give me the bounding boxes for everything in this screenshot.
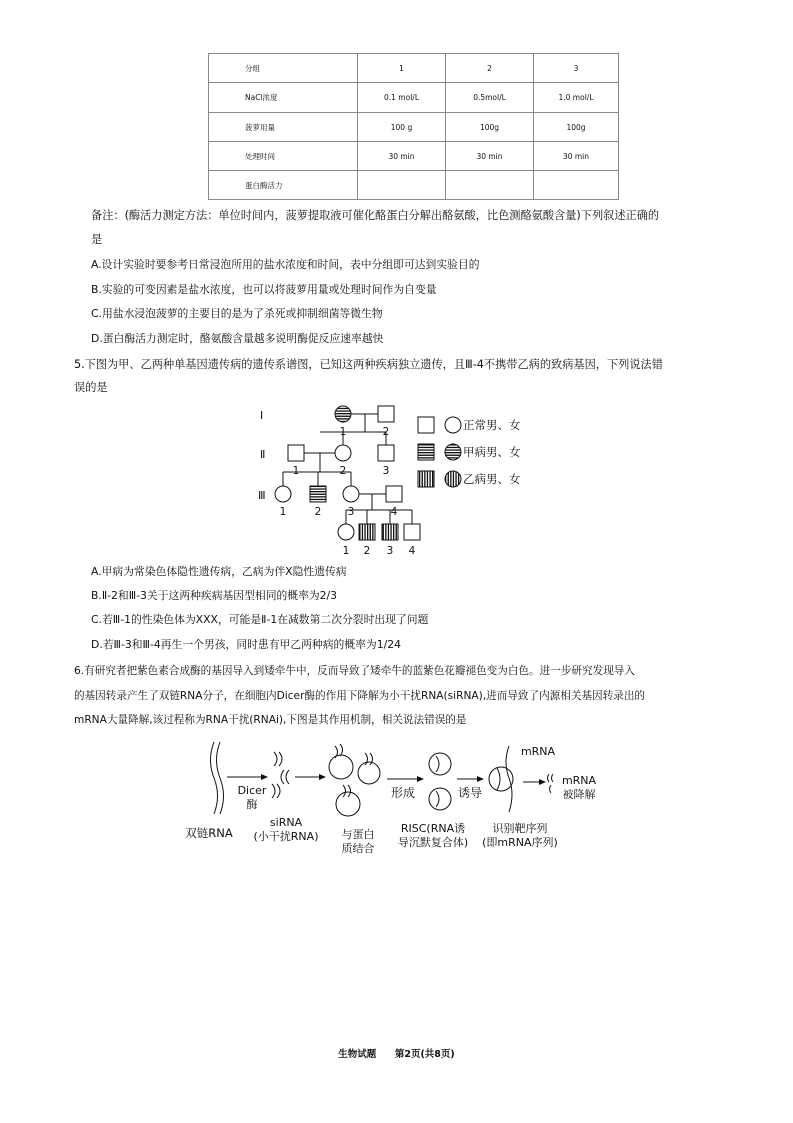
q6-stem-line1: 6.有研究者把紫色素合成酶的基因导入到矮牵牛中，反而导致了矮牵牛的蓝紫色花瓣褪色变为白色。进一步研究发现导入 xyxy=(74,665,635,677)
dicer-label: Dicer xyxy=(237,784,267,797)
pedigree-number: 3 xyxy=(347,506,355,518)
pedigree-number: 4 xyxy=(408,545,416,557)
pedigree-IV-1-normal xyxy=(338,524,354,540)
risc-complex-icon xyxy=(429,753,451,775)
legend-disease-a-label: 甲病男、女 xyxy=(463,445,521,459)
table-cell: 30 min xyxy=(446,142,534,171)
pedigree-IV-3-affected-b xyxy=(382,524,398,540)
sirna-fragment-icon xyxy=(272,784,280,798)
pedigree-chart xyxy=(250,400,550,565)
protein-circle-icon xyxy=(358,762,380,784)
pedigree-number: 1 xyxy=(339,426,347,438)
q4-note-line2: 是 xyxy=(91,233,103,246)
table-row-label: NaCl浓度 xyxy=(209,83,358,113)
pedigree-III-3-normal xyxy=(343,486,359,502)
pedigree-II-1-normal xyxy=(288,445,304,461)
table-cell xyxy=(446,171,534,200)
footer-page-number: 第2页(共8页) xyxy=(394,1049,455,1060)
q5-option-a: A.甲病为常染色体隐性遗传病，乙病为伴X隐性遗传病 xyxy=(91,565,347,578)
table-cell xyxy=(358,171,446,200)
protein-circle-icon xyxy=(329,755,353,779)
sirna-fragment-icon xyxy=(274,752,282,766)
table-header-cell: 2 xyxy=(446,54,534,83)
table-cell: 30 min xyxy=(534,142,619,171)
pedigree-II-2-normal xyxy=(335,445,351,461)
legend-disease-a-female-symbol xyxy=(445,444,461,460)
q5-option-b: B.Ⅱ-2和Ⅲ-3关于这两种疾病基因型相同的概率为2/3 xyxy=(91,589,338,602)
q4-option-c: C.用盐水浸泡菠萝的主要目的是为了杀死或抑制细菌等微生物 xyxy=(91,307,383,320)
table-row xyxy=(209,171,619,200)
pedigree-number: 2 xyxy=(314,506,322,518)
dsrna-strand-icon xyxy=(211,742,218,814)
protein-circle-icon xyxy=(336,792,360,816)
sirna-label-2: (小干扰RNA) xyxy=(253,830,319,843)
protein-bind-label-2: 质结合 xyxy=(341,842,375,855)
risc-label-1: RISC(RNA诱 xyxy=(400,822,466,835)
legend-disease-a-male-symbol xyxy=(418,444,434,460)
table-cell: 30 min xyxy=(358,142,446,171)
pedigree-II-3-normal xyxy=(378,445,394,461)
risc-complex-icon xyxy=(429,788,451,810)
form-label: 形成 xyxy=(390,786,416,800)
sirna-fragment-icon xyxy=(281,770,289,784)
table-header-cell: 3 xyxy=(534,54,619,83)
table-row xyxy=(209,83,619,113)
table-header-cell: 1 xyxy=(358,54,446,83)
pedigree-number: 3 xyxy=(382,465,390,477)
generation-label-2: Ⅱ xyxy=(260,448,266,461)
table-row-label: 菠萝用量 xyxy=(209,113,358,142)
q5-option-c: C.若Ⅲ-1的性染色体为XXX，可能是Ⅱ-1在减数第二次分裂时出现了问题 xyxy=(91,613,429,626)
rnai-mechanism-diagram xyxy=(175,740,600,860)
table-cell: 0.1 mol/L xyxy=(358,83,446,113)
pedigree-I-1-affected-a xyxy=(335,406,351,422)
risc-label-2: 导沉默复合体) xyxy=(397,836,469,849)
pedigree-number: 1 xyxy=(342,545,350,557)
induce-label: 诱导 xyxy=(457,786,483,800)
degraded-mrna-icon xyxy=(548,774,554,793)
table-header-row xyxy=(209,54,619,83)
mrna-degraded-label-1: mRNA xyxy=(561,774,597,787)
protein-bind-label-1: 与蛋白 xyxy=(341,828,375,841)
q5-option-d: D.若Ⅲ-3和Ⅲ-4再生一个男孩，同时患有甲乙两种病的概率为1/24 xyxy=(91,638,401,651)
pedigree-III-4-normal xyxy=(386,486,402,502)
q5-stem-line2: 误的是 xyxy=(74,381,108,394)
mrna-top-label: mRNA xyxy=(520,745,556,758)
pedigree-number: 2 xyxy=(363,545,371,557)
page-footer xyxy=(0,1046,793,1060)
q4-option-d: D.蛋白酶活力测定时，酪氨酸含量越多说明酶促反应速率越快 xyxy=(91,332,384,345)
table-cell: 0.5mol/L xyxy=(446,83,534,113)
table-row xyxy=(209,142,619,171)
dsrna-label: 双链RNA xyxy=(185,826,233,840)
pedigree-III-1-normal xyxy=(275,486,291,502)
table-cell: 1.0 mol/L xyxy=(534,83,619,113)
mrna-strand-icon xyxy=(506,746,512,812)
sirna-label-1: siRNA xyxy=(269,816,303,829)
enzyme-label: 酶 xyxy=(246,798,258,811)
q4-note-line1: 备注：(酶活力测定方法：单位时间内，菠萝提取液可催化酪蛋白分解出酪氨酸，比色测酪氨酸含量)下列叙述正确的 xyxy=(91,209,660,222)
legend-normal-female-symbol xyxy=(445,417,461,433)
pedigree-IV-2-affected-b xyxy=(359,524,375,540)
pedigree-number: 2 xyxy=(382,426,390,438)
pedigree-number: 2 xyxy=(339,465,347,477)
mrna-degraded-label-2: 被降解 xyxy=(562,788,596,801)
generation-label-3: Ⅲ xyxy=(258,489,266,502)
legend-disease-b-label: 乙病男、女 xyxy=(463,472,521,486)
q4-option-a: A.设计实验时要参考日常浸泡所用的盐水浓度和时间，表中分组即可达到实验目的 xyxy=(91,258,480,271)
pedigree-number: 4 xyxy=(390,506,398,518)
q5-stem-line1: 5.下图为甲、乙两种单基因遗传病的遗传系谱图，已知这两种疾病独立遗传，且Ⅲ-4不携带乙病的致病基因，下列说法错 xyxy=(74,358,663,371)
footer-subject: 生物试题 xyxy=(338,1049,377,1060)
table-cell: 100g xyxy=(446,113,534,142)
dsrna-strand-icon xyxy=(217,742,224,814)
experiment-table xyxy=(208,53,619,200)
recognize-label-2: (即mRNA序列) xyxy=(482,836,558,849)
table-cell xyxy=(534,171,619,200)
legend-disease-b-female-symbol xyxy=(445,471,461,487)
table-row-label: 处理时间 xyxy=(209,142,358,171)
q4-option-b: B.实验的可变因素是盐水浓度，也可以将菠萝用量或处理时间作为自变量 xyxy=(91,283,437,296)
table-row-label: 蛋白酶活力 xyxy=(209,171,358,200)
pedigree-number: 3 xyxy=(386,545,394,557)
pedigree-IV-4-normal xyxy=(404,524,420,540)
q6-stem-line3: mRNA大量降解,该过程称为RNA干扰(RNAi),下图是其作用机制，相关说法错误的是 xyxy=(74,714,467,726)
pedigree-III-2-affected-a xyxy=(310,486,326,502)
table-cell: 100 g xyxy=(358,113,446,142)
q6-stem-line2: 的基因转录产生了双链RNA分子，在细胞内Dicer酶的作用下降解为小干扰RNA(siRNA),进而导致了内源相关基因转录出的 xyxy=(74,690,646,702)
generation-label-1: Ⅰ xyxy=(260,409,264,422)
table-cell: 100g xyxy=(534,113,619,142)
pedigree-I-2-normal xyxy=(378,406,394,422)
legend-disease-b-male-symbol xyxy=(418,471,434,487)
legend-normal-label: 正常男、女 xyxy=(463,418,521,432)
pedigree-number: 1 xyxy=(279,506,287,518)
legend-normal-male-symbol xyxy=(418,417,434,433)
pedigree-number: 1 xyxy=(292,465,300,477)
recognize-label-1: 识别靶序列 xyxy=(492,822,548,835)
table-row xyxy=(209,113,619,142)
table-header-cell: 分组 xyxy=(209,54,358,83)
